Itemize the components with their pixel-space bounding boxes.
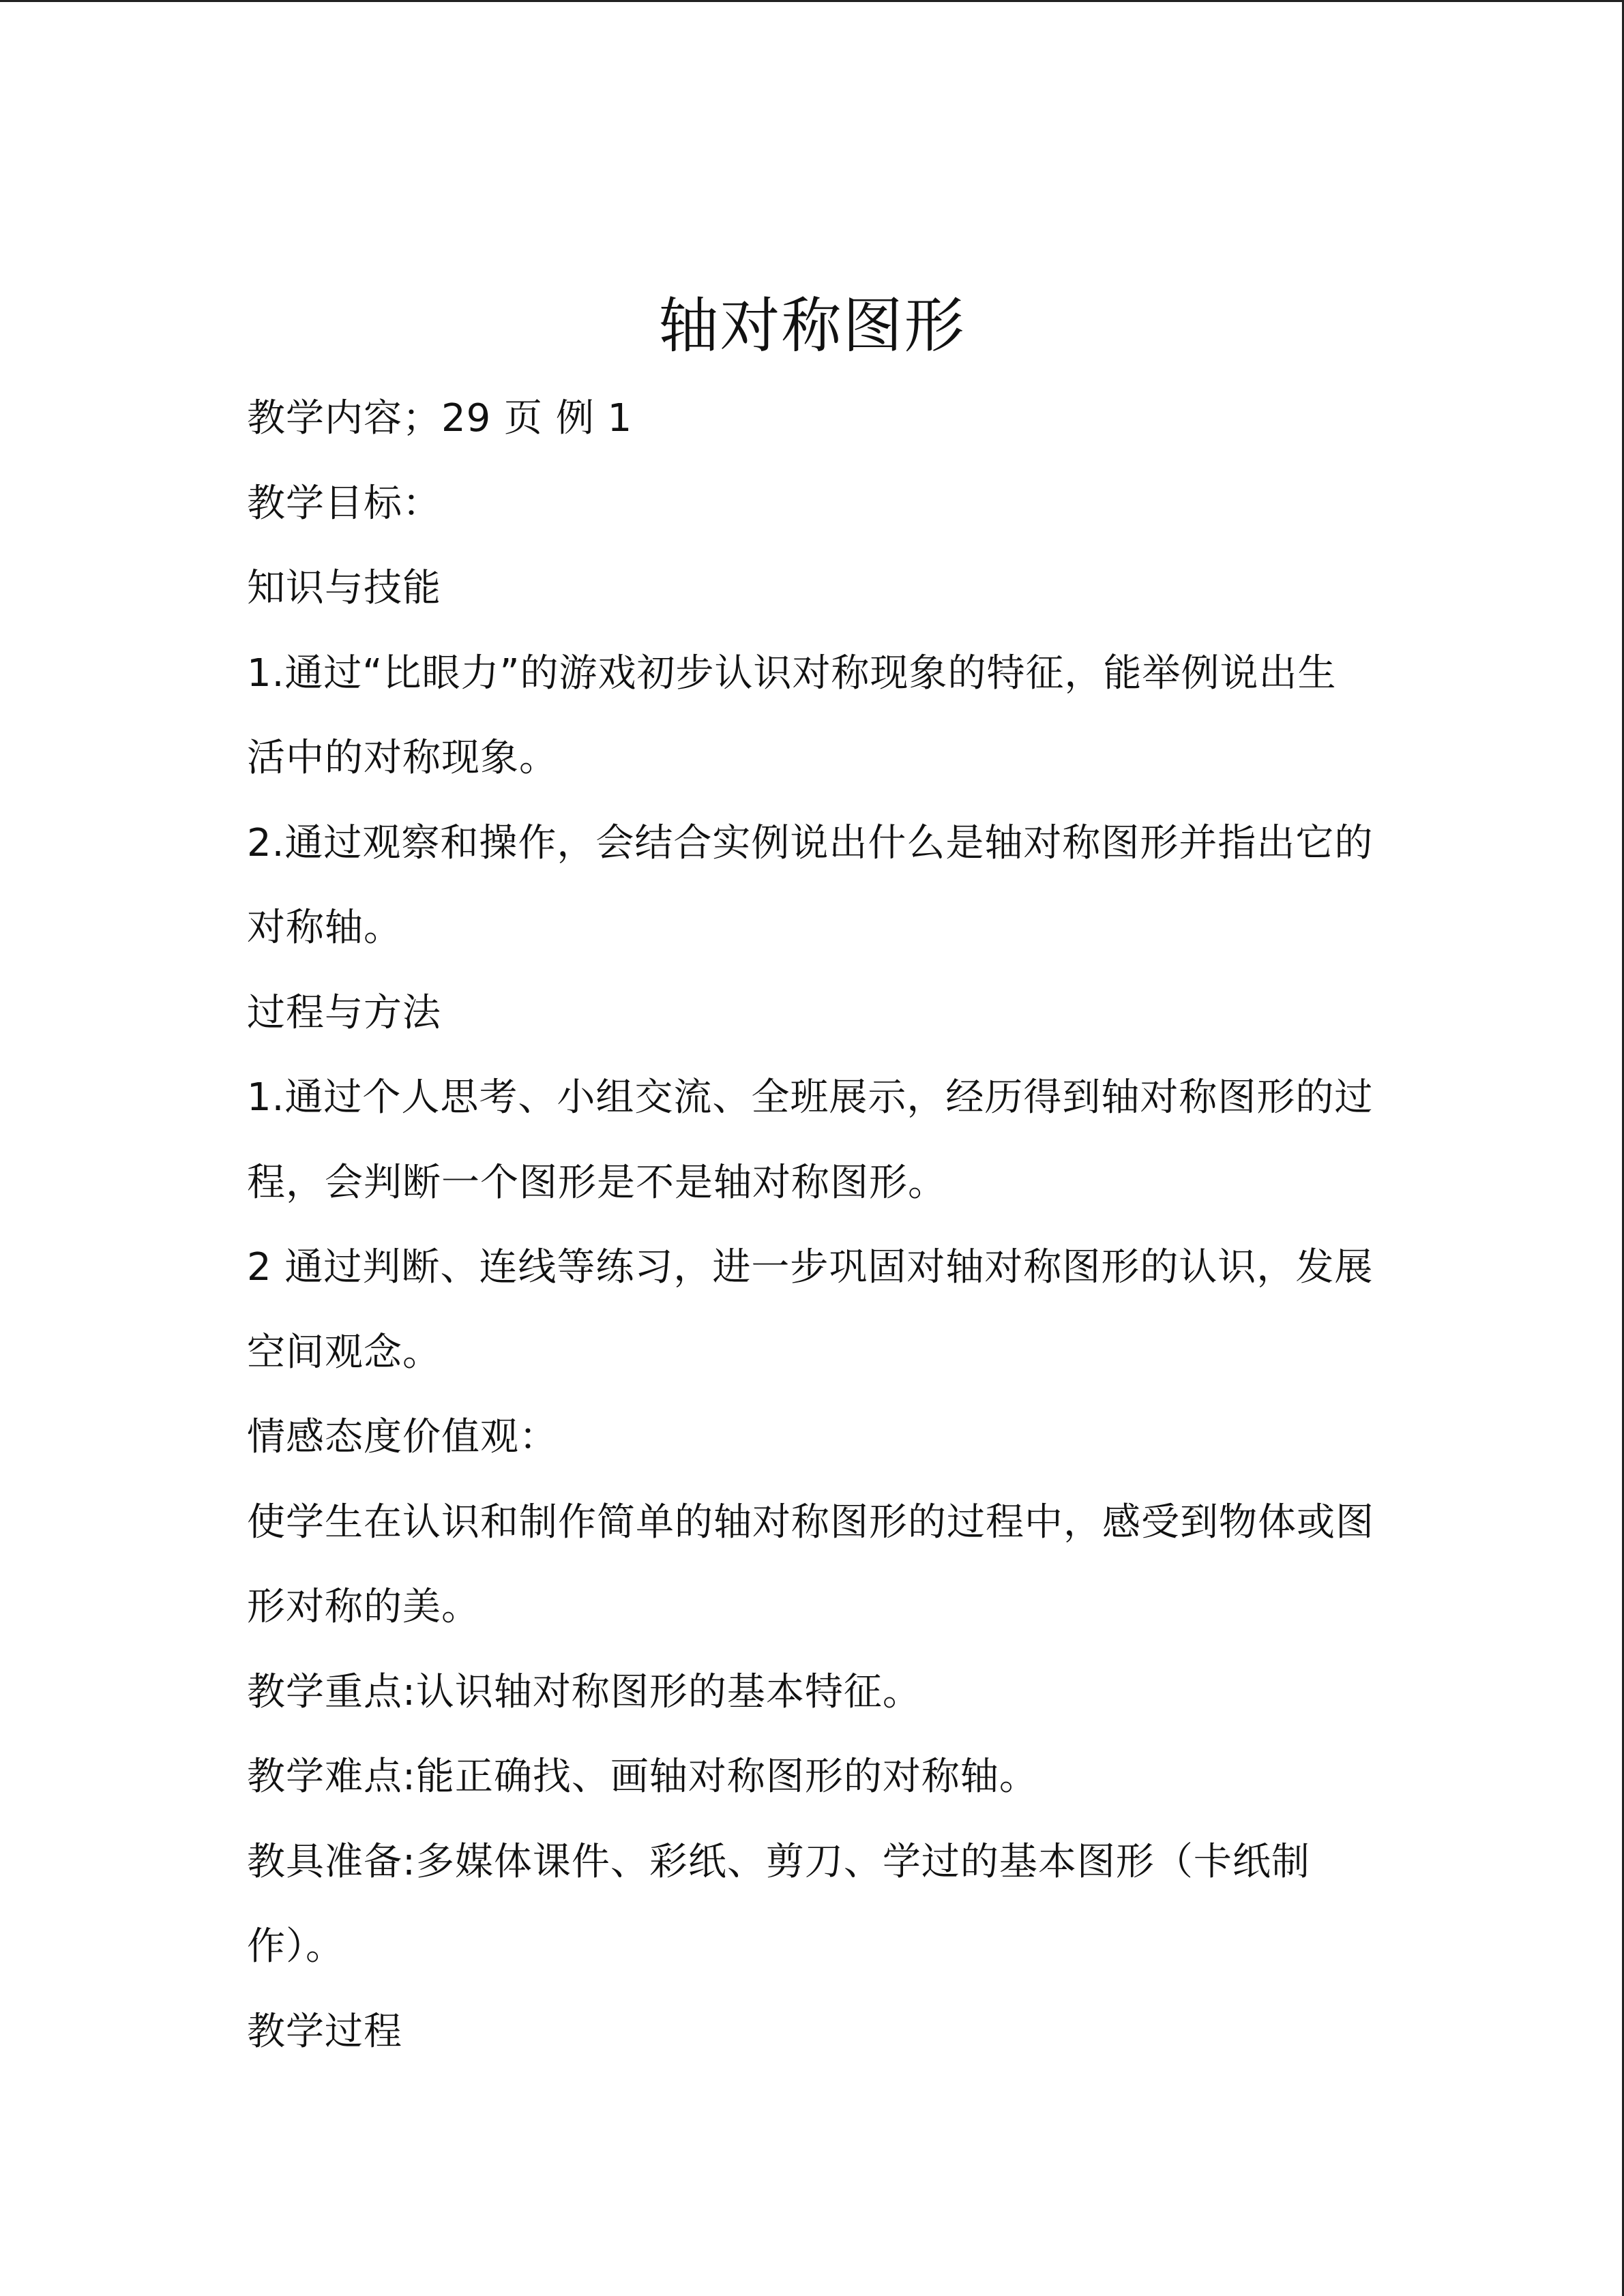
- materials-line-2: 作）。: [247, 1924, 344, 1969]
- key-point-line: 教学重点:认识轴对称图形的基本特征。: [247, 1669, 921, 1714]
- process-item-2-line-2: 空间观念。: [247, 1330, 441, 1375]
- top-border-line: [0, 0, 1624, 2]
- teaching-process-heading: 教学过程: [247, 2009, 402, 2054]
- attitude-text-line-2: 形对称的美。: [247, 1585, 480, 1629]
- document-title: 轴对称图形: [658, 290, 966, 361]
- difficulty-line: 教学难点:能正确找、画轴对称图形的对称轴。: [247, 1755, 1038, 1799]
- materials-line-1: 教具准备:多媒体课件、彩纸、剪刀、学过的基本图形（卡纸制: [247, 1839, 1310, 1884]
- teaching-content-line: 教学内容；29 页 例 1: [247, 396, 633, 441]
- attitude-text-line-1: 使学生在认识和制作简单的轴对称图形的过程中，感受到物体或图: [247, 1500, 1374, 1545]
- teaching-goals-heading: 教学目标：: [247, 481, 441, 526]
- process-methods-heading: 过程与方法: [247, 990, 441, 1035]
- attitude-values-heading: 情感态度价值观：: [247, 1415, 558, 1459]
- process-item-1-line-2: 程，会判断一个图形是不是轴对称图形。: [247, 1160, 947, 1205]
- knowledge-item-1-line-1: 1.通过“比眼力”的游戏初步认识对称现象的特征，能举例说出生: [247, 651, 1337, 696]
- process-item-1-line-1: 1.通过个人思考、小组交流、全班展示，经历得到轴对称图形的过: [247, 1075, 1374, 1120]
- knowledge-item-2-line-2: 对称轴。: [247, 906, 402, 950]
- process-item-2-line-1: 2 通过判断、连线等练习，进一步巩固对轴对称图形的认识，发展: [247, 1245, 1374, 1289]
- knowledge-skills-heading: 知识与技能: [247, 566, 441, 610]
- knowledge-item-1-line-2: 活中的对称现象。: [247, 736, 558, 780]
- knowledge-item-2-line-1: 2.通过观察和操作，会结合实例说出什么是轴对称图形并指出它的: [247, 820, 1374, 865]
- document-body: [247, 376, 1374, 2074]
